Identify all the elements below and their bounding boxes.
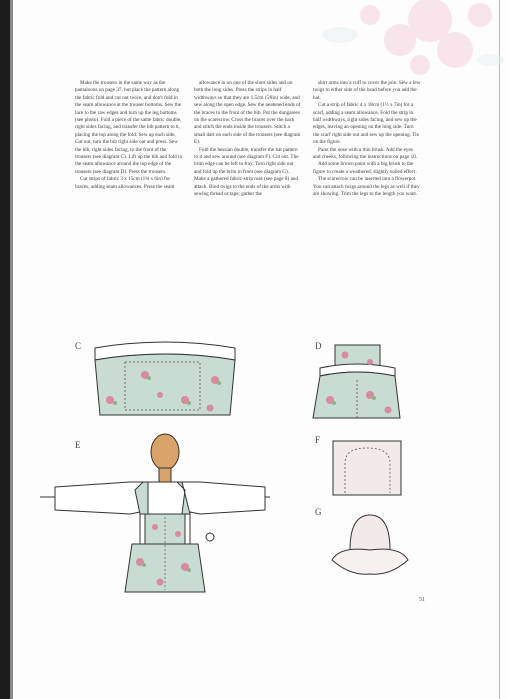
- paragraph: allowance in on one of the short sides and on both the long sides. Press the strips in half widthways so that they are 1.5cm (5⁄8in) wide, and sew along the open edge. Sew the neatened ends of the braces to the front of the bib. Put the dungarees on the scarecrow. Cross the braces over the back and stitch the ends inside the trousers. Stitch a small dart on each side of the trousers (see diagram E).: [194, 80, 301, 146]
- diagram-c-trousers: [90, 340, 240, 420]
- diagram-g-label: G: [315, 507, 322, 517]
- text-column-1: [75, 80, 183, 191]
- diagram-d-label: D: [315, 341, 322, 351]
- diagram-d-bib-lifted: [310, 340, 405, 422]
- page-number: 51: [419, 597, 425, 603]
- paragraph: Make the trousers in the same way as the pantaloons on page 37, but place the pattern along the fabric fold and cut out twice, and don't fold in the seam allowance at the trouser bottoms. Sew the lace to the raw edges and turn up the leg bottoms (see photo). Fold a piece of the same fabric double, right sides facing, and transfer the bib pattern to it, placing the top along the fold. Sew up each side. Cut out, turn the bib right side out and press. Sew the bib, right sides facing, to the front of the trousers (see diagram C). Lift up the bib and fold in the seam allowance around the top edge of the trousers (see diagram D). Press the trousers.: [75, 80, 183, 175]
- paragraph: Cut strips of fabric 3 x 15cm (1⅛ x 6in) for braces, adding seam allowances. Press the seam: [75, 176, 175, 190]
- diagram-c-label: C: [75, 341, 82, 351]
- paragraph: Cut a strip of fabric 4 x 18cm (1½ x 7in) for a scarf, adding a seam allowance. Fold the strip in half widthways, right sides facing, and sew up the edges, leaving an opening on the long side. Turn the scarf right side out and sew up the opening. Tie on the figure.: [313, 102, 419, 146]
- diagram-e-scarecrow: [40, 432, 280, 592]
- diagram-f-label: F: [315, 435, 321, 445]
- diagram-g-hat: [330, 510, 410, 580]
- text-column-2: [194, 80, 302, 199]
- diagram-e-label: E: [75, 440, 81, 450]
- scan-dark-edge: [0, 0, 10, 699]
- paragraph: Paint the nose with a thin brush. Add the eyes and cheeks, following the instructions on page 10.: [313, 146, 418, 161]
- paragraph: Fold the hessian double, transfer the hat pattern to it and sew around (see diagram F). Cut out. The brim edge can be left to fray. Turn right side out and fold up the brim in front (see diagram G). Make a gathered fabric-strip rose (see page 8) and attach. Bind twigs to the ends of the arms with sewing thread or tape; gather the: [194, 146, 299, 198]
- floral-decoration: [250, 0, 508, 90]
- diagram-f-hat-pattern: [330, 438, 405, 498]
- paragraph: shirt arms into a cuff to cover the join. Sew a few twigs to either side of the head before you add the hat.: [313, 80, 421, 101]
- page-right-edge: [499, 0, 500, 699]
- paragraph: The scarecrow can be inserted into a flowerpot. You can attach twigs around the legs as well if they are showing. Trim the legs to the length you want.: [313, 176, 420, 198]
- text-column-3: [313, 80, 421, 199]
- paragraph: Add some brown paint with a big brush to the figure to create a weathered, slightly soiled effect.: [313, 161, 417, 175]
